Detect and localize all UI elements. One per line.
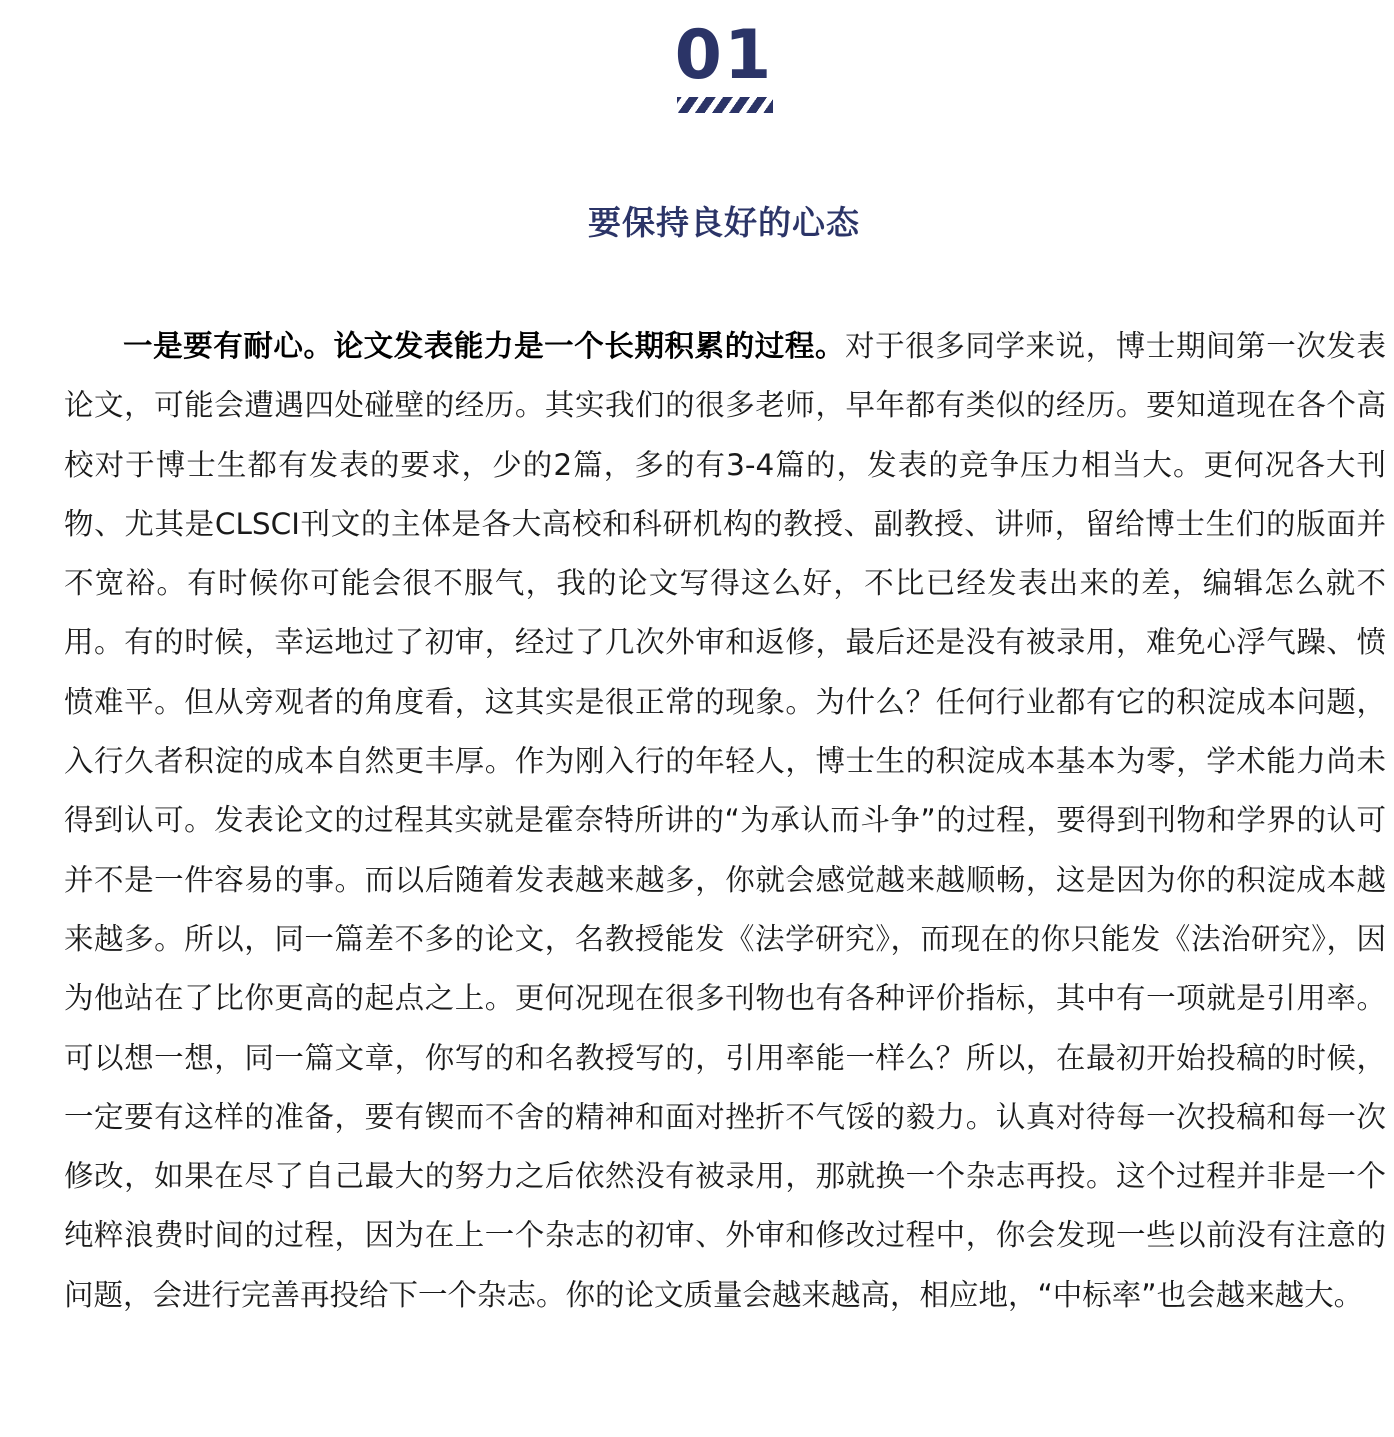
decorative-stripe-bar [677, 97, 773, 113]
paragraph-lead-sentence: 一是要有耐心。论文发表能力是一个长期积累的过程。 [123, 329, 846, 363]
section-title: 要保持良好的心态 [588, 203, 860, 242]
article-paragraph [64, 317, 1386, 1325]
section-number: 01 [674, 16, 774, 95]
paragraph-body-text: 对于很多同学来说，博士期间第一次发表论文，可能会遭遇四处碰壁的经历。其实我们的很多老师，早年都有类似的经历。要知道现在各个高校对于博士生都有发表的要求，少的2篇，多的有3-4篇的，发表的竞争压力相当大。更何况各大刊物、尤其是CLSCI刊文的主体是各大高校和科研机构的教授、副教授、讲师，留给博士生们的版面并不宽裕。有时候你可能会很不服气，我的论文写得这么好，不比已经发表出来的差，编辑怎么就不用。有的时候，幸运地过了初审，经过了几次外审和返修，最后还是没有被录用，难免心浮气躁、愤愤难平。但从旁观者的角度看，这其实是很正常的现象。为什么？任何行业都有它的积淀成本问题，入行久者积淀的成本自然更丰厚。作为刚入行的年轻人，博士生的积淀成本基本为零，学术能力尚未得到认可。发表论文的过程其实就是霍奈特所讲的“为承认而斗争”的过程，要得到刊物和学界的认可并不是一件容易的事。而以后随着发表越来越多，你就会感觉越来越顺畅，这是因为你的积淀成本越来越多。所以，同一篇差不多的论文，名教授能发《法学研究》，而现在的你只能发《法治研究》，因为他站在了比你更高的起点之上。更何况现在很多刊物也有各种评价指标，其中有一项就是引用率。可以想一想，同一篇文章，你写的和名教授写的，引用率能一样么？所以，在最初开始投稿的时候，一定要有这样的准备，要有锲而不舍的精神和面对挫折不气馁的毅力。认真对待每一次投稿和每一次修改，如果在尽了自己最大的努力之后依然没有被录用，那就换一个杂志再投。这个过程并非是一个纯粹浪费时间的过程，因为在上一个杂志的初审、外审和修改过程中，你会发现一些以前没有注意的问题，会进行完善再投给下一个杂志。你的论文质量会越来越高，相应地，“中标率”也会越来越大。 [64, 329, 1386, 1312]
